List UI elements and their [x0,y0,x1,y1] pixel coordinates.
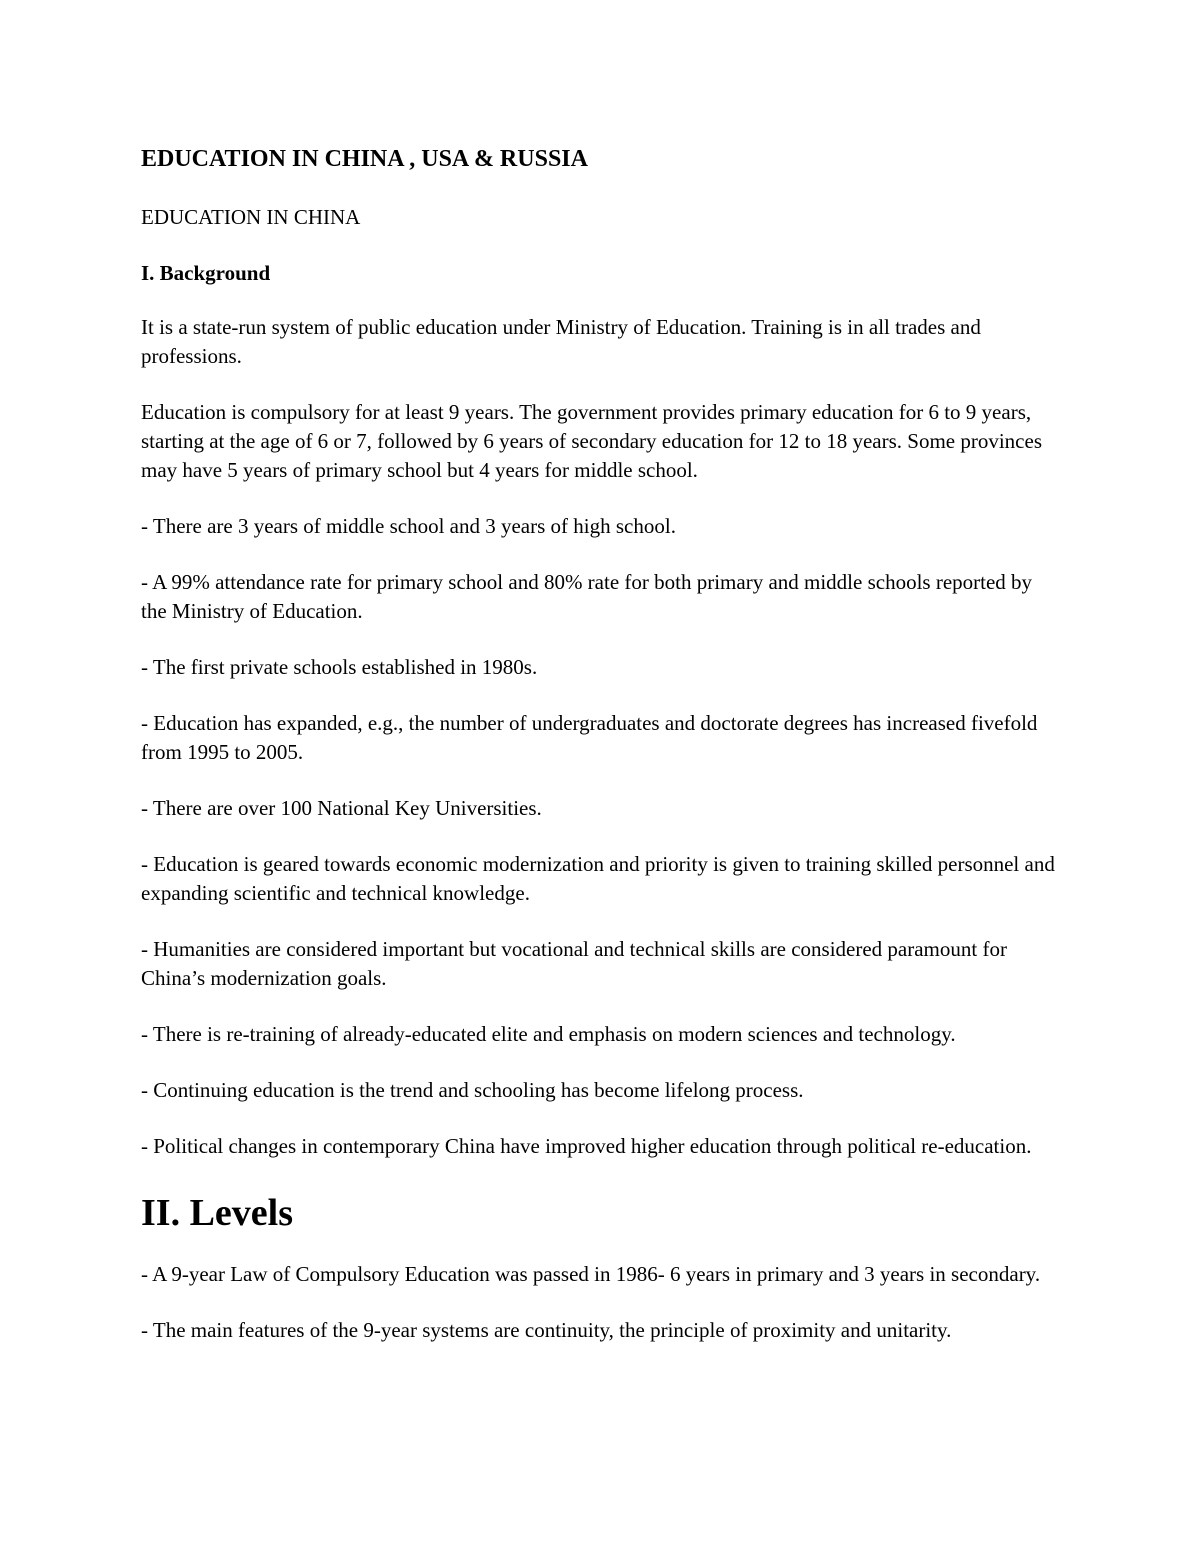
document-title: EDUCATION IN CHINA , USA & RUSSIA [141,146,588,172]
paragraph: - Education is geared towards economic modernization and priority is given to training skilled personnel and expanding scientific and technical knowledge. [141,852,1055,905]
section-heading: EDUCATION IN CHINA [141,205,361,229]
document-body [141,313,1061,1372]
levels-heading: II. Levels [141,1192,293,1234]
paragraph: - A 99% attendance rate for primary school and 80% rate for both primary and middle schools reported by the Ministry of Education. [141,570,1033,623]
paragraph: - Continuing education is the trend and schooling has become lifelong process. [141,1078,804,1102]
paragraph: It is a state-run system of public education under Ministry of Education. Training is in all trades and professions. [141,315,981,368]
paragraph: - Humanities are considered important but vocational and technical skills are considered paramount for China’s modernization goals. [141,937,1007,990]
paragraph: Education is compulsory for at least 9 years. The government provides primary education for 6 to 9 years, starting at the age of 6 or 7, followed by 6 years of secondary education for 12 to 18 years. Some provinces may have 5 years of primary school but 4 years for middle school. [141,400,1042,482]
paragraph: - Education has expanded, e.g., the number of undergraduates and doctorate degrees has increased fivefold from 1995 to 2005. [141,711,1038,764]
background-heading: I. Background [141,261,271,285]
paragraph: - A 9-year Law of Compulsory Education was passed in 1986- 6 years in primary and 3 years in secondary. [141,1262,1041,1286]
paragraph: - The main features of the 9-year systems are continuity, the principle of proximity and unitarity. [141,1318,952,1342]
paragraph: - The first private schools established in 1980s. [141,655,538,679]
paragraph: - There are 3 years of middle school and 3 years of high school. [141,514,676,538]
paragraph: - There are over 100 National Key Universities. [141,796,542,820]
paragraph: - Political changes in contemporary China have improved higher education through political re-education. [141,1134,1032,1158]
paragraph: - There is re-training of already-educated elite and emphasis on modern sciences and technology. [141,1022,956,1046]
